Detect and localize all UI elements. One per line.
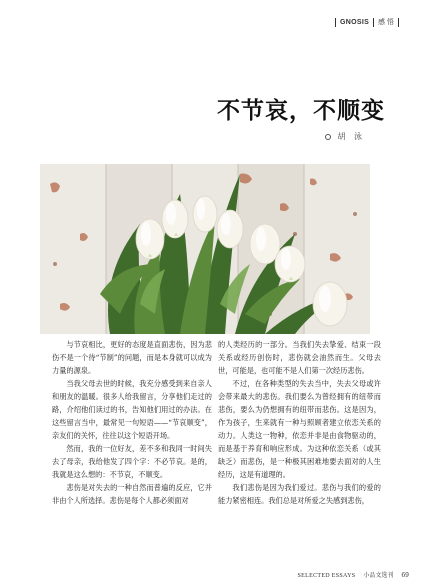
author-line [325,131,365,142]
paragraph: 我们悲伤是因为我们爱过。悲伤与我们的爱的能力紧密相连。我们总是对所爱之失感到悲伤， [218,483,381,505]
paragraph: 悲伤是对失去的一种自然而普遍的反应，它并非由个人所选择。悲伤是每个人都必须面对 [52,483,212,505]
bullet-circle-icon [325,134,331,140]
magazine-name-cn: 小品文选刊 [363,572,394,579]
body-column-left [52,338,212,507]
paragraph: 当我父母去世的时候，我充分感受到来自亲人和朋友的温暖。很多人给我留言，分享他们走过的路，介绍他们读过的书，告知他们用过的办法。在这些留言当中，最常见一句短语——“节哀顺变”，亲友们的关怀，往往以这个短语开场。 [52,379,212,440]
paragraph: 然而，我的一位好友，差不多和我同一时间失去了母亲，我给他发了四个字：不必节哀。是的，我就是这么想的：不节哀，不顺变。 [52,444,212,479]
page-number: 69 [401,572,409,579]
divider [398,18,399,27]
author-name: 胡 泳 [337,132,365,141]
magazine-name-en: SELECTED ESSAYS [297,573,356,579]
section-label-en: GNOSIS [340,18,370,26]
page-footer [298,570,409,579]
divider [335,18,336,27]
tulip-photo [40,164,370,334]
paragraph: 的人类经历的一部分。当我们失去挚爱、结束一段关系或经历创伤时，悲伤就会油然而生。父母去世，可能是，也可能不是人们第一次经历悲伤。 [218,340,381,375]
paragraph: 不过，在各种类型的失去当中，失去父母或许会带来最大的悲伤。我们要么为曾经拥有的纽带而悲伤，要么为仍想拥有的纽带而悲伤。这是因为，作为孩子，生来就有一种与照顾者建立依恋关系的动力。人类这一物种，依恋并非是由食物驱动的，而是基于养育和响应形成。为这种依恋关系（或其缺乏）而悲伤，是一种极其困难地要去面对的人生经历，这是有道理的。 [218,379,381,479]
divider [373,18,374,27]
section-header [331,17,403,27]
body-column-right [218,338,381,507]
paragraph: 与节哀相比，更好的态度是直面悲伤，因为悲伤不是一个待“节制”的问题，而是本身就可以成为力量的源泉。 [52,340,212,375]
article-title: 不节哀，不顺变 [217,97,385,124]
section-label-cn: 感 悟 [378,19,394,26]
